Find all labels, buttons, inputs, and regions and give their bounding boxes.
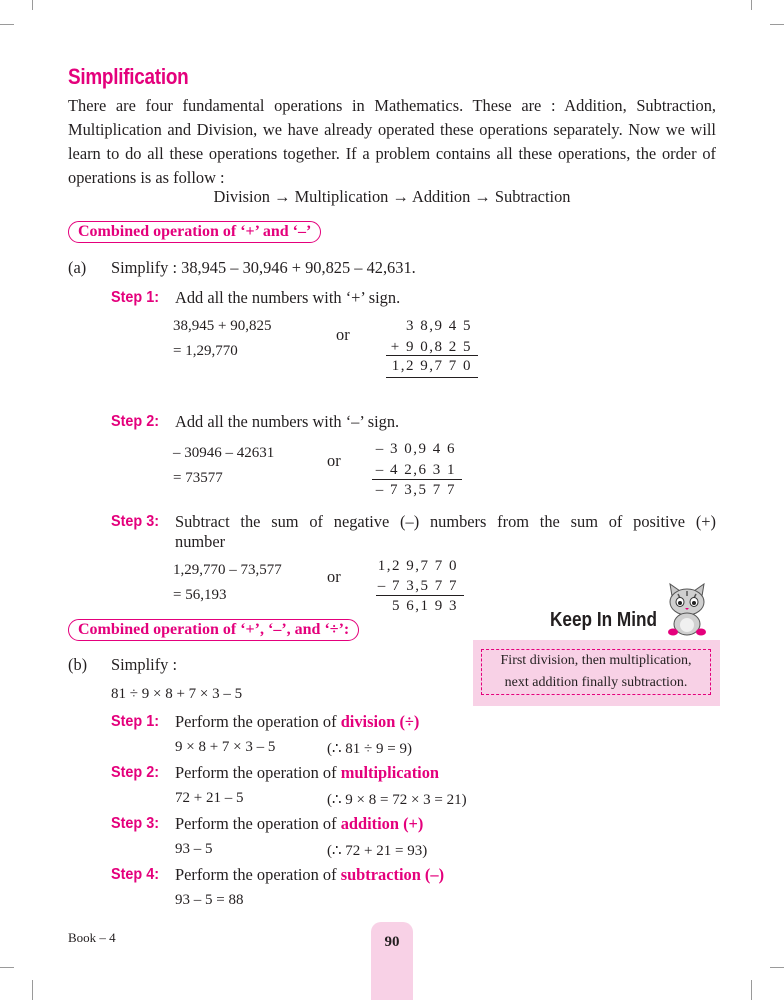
sum-line	[372, 479, 462, 480]
step-text	[175, 712, 419, 732]
step-label: Step 2:	[111, 764, 160, 781]
problem-text: Simplify :	[111, 655, 178, 674]
intro-text: There are four fundamental operations in Mathematics. These are : Addition, Subtraction, Multiplication and Division, we have already operated these operations separately. Now we will learn to do all these operations together. If a problem contains all these operations, the order of operations is as follow :	[68, 96, 716, 187]
operation-name: multiplication	[340, 763, 440, 782]
crop-mark	[751, 0, 752, 10]
note-line: next addition finally subtraction.	[504, 675, 688, 690]
section-heading-add-subtract-divide: Combined operation of ‘+’, ‘–’, and ‘÷’:	[68, 619, 359, 641]
step-label: Step 2:	[111, 413, 160, 430]
book-label: Book – 4	[68, 930, 116, 945]
reason-note: (∴ 81 ÷ 9 = 9)	[327, 741, 412, 757]
keep-in-mind-title: Keep In Mind	[550, 609, 658, 631]
crop-mark	[751, 980, 752, 1000]
step-text: Subtract the sum of negative (–) numbers from the sum of positive (+)	[175, 512, 716, 531]
work-line: = 56,193	[173, 587, 227, 603]
sum-line	[386, 377, 478, 378]
step-text: number	[175, 532, 226, 551]
work-line: – 30946 – 42631	[173, 445, 275, 461]
column-number: 1,2 9,7 7 0	[377, 558, 458, 574]
column-number: – 3 0,9 4 6	[375, 441, 456, 457]
problem-text: Simplify : 38,945 – 30,946 + 90,825 – 42,631.	[111, 258, 416, 277]
keep-in-mind-note	[481, 649, 711, 695]
step-text	[175, 763, 439, 783]
work-line: 72 + 21 – 5	[175, 790, 244, 806]
note-line: First division, then multiplication,	[500, 653, 692, 668]
operation-name: subtraction (–)	[340, 865, 445, 884]
step-prefix: Perform the operation of	[175, 712, 341, 731]
column-number: 3 8,9 4 5	[406, 318, 472, 334]
intro-paragraph	[68, 94, 716, 190]
step-label: Step 1:	[111, 713, 160, 730]
reason-note: (∴ 72 + 21 = 93)	[327, 843, 428, 859]
sum-line	[386, 355, 478, 356]
step-text	[175, 865, 444, 885]
crop-mark	[32, 980, 33, 1000]
expression: 81 ÷ 9 × 8 + 7 × 3 – 5	[111, 686, 243, 702]
or-text: or	[327, 451, 341, 470]
step-label: Step 1:	[111, 289, 160, 306]
or-text: or	[327, 567, 341, 586]
work-line: 1,29,770 – 73,577	[173, 562, 282, 578]
column-result: – 7 3,5 7 7	[375, 482, 456, 498]
step-text: Add all the numbers with ‘–’ sign.	[175, 412, 400, 431]
step-text	[175, 814, 423, 834]
work-line: 93 – 5	[175, 841, 213, 857]
operation-name: addition (+)	[340, 814, 424, 833]
column-number: + 9 0,8 2 5	[390, 339, 472, 355]
step-prefix: Perform the operation of	[175, 814, 341, 833]
work-line: = 1,29,770	[173, 343, 238, 359]
problem-label: (a)	[68, 258, 87, 277]
operation-order: Division → Multiplication → Addition → Subtraction	[213, 187, 571, 206]
column-result: 5 6,1 9 3	[392, 598, 458, 614]
work-line: 38,945 + 90,825	[173, 318, 272, 334]
step-text: Add all the numbers with ‘+’ sign.	[175, 288, 401, 307]
step-prefix: Perform the operation of	[175, 865, 341, 884]
sum-line	[376, 595, 464, 596]
step-label: Step 3:	[111, 513, 160, 530]
work-line: 9 × 8 + 7 × 3 – 5	[175, 739, 276, 755]
work-line: 93 – 5 = 88	[175, 892, 244, 908]
crop-mark	[0, 967, 14, 968]
column-number: – 4 2,6 3 1	[375, 462, 456, 478]
crop-mark	[0, 24, 14, 25]
step-label: Step 3:	[111, 815, 160, 832]
work-line: = 73577	[173, 470, 223, 486]
crop-mark	[770, 967, 784, 968]
page-title: Simplification	[68, 64, 189, 89]
step-prefix: Perform the operation of	[175, 763, 341, 782]
crop-mark	[32, 0, 33, 10]
reason-note: (∴ 9 × 8 = 72 × 3 = 21)	[327, 792, 467, 808]
problem-label: (b)	[68, 655, 88, 674]
crop-mark	[770, 24, 784, 25]
section-heading-add-subtract: Combined operation of ‘+’ and ‘–’	[68, 221, 321, 243]
column-result: 1,2 9,7 7 0	[391, 358, 472, 374]
operation-name: division (÷)	[340, 712, 420, 731]
cat-mascot-icon	[664, 582, 710, 638]
page-number: 90	[384, 934, 400, 950]
column-number: – 7 3,5 7 7	[377, 578, 458, 594]
or-text: or	[336, 325, 350, 344]
step-label: Step 4:	[111, 866, 160, 883]
